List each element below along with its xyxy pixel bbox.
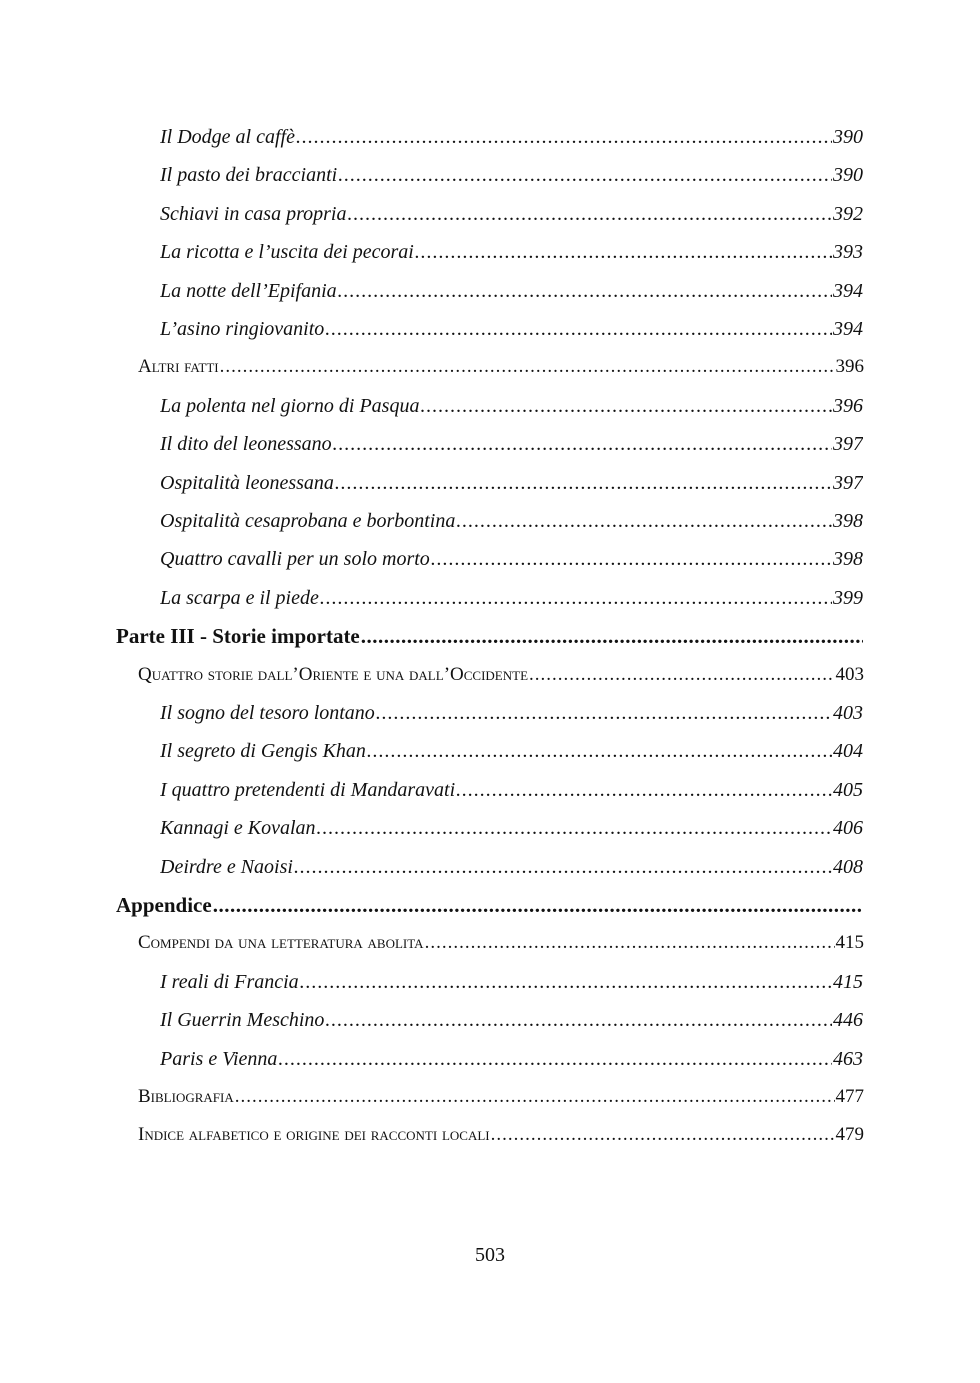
toc-entry-page: 406: [833, 817, 863, 839]
toc-entry-title: Indice alfabetico e origine dei racconti locali: [138, 1124, 490, 1145]
dot-leader: [415, 239, 832, 265]
toc-entry-page: 479: [835, 1124, 864, 1145]
toc-entry-page: 394: [833, 318, 863, 340]
dot-leader: [213, 892, 863, 918]
toc-entry-title: La scarpa e il piede: [160, 587, 319, 609]
toc-entry-title: La ricotta e l’uscita dei pecorai: [160, 241, 414, 263]
toc-entry-title: Il Dodge al caffè: [160, 126, 295, 148]
dot-leader: [296, 124, 832, 150]
dot-leader: [333, 431, 832, 457]
toc-entry-page: 403: [833, 702, 863, 724]
toc-entry-page: 390: [833, 164, 863, 186]
page-number: 503: [475, 1244, 505, 1266]
dot-leader: [529, 662, 834, 688]
toc-entry-page: 408: [833, 856, 863, 878]
toc-entry-story: [160, 1034, 863, 1072]
toc-entry-story: [160, 842, 863, 880]
toc-entry-title: Compendi da una letteratura abolita: [138, 932, 424, 953]
toc-entry-title: Il segreto di Gengis Khan: [160, 740, 366, 762]
dot-leader: [431, 546, 832, 572]
toc-entry-story: [160, 765, 863, 803]
toc-entry-page: 392: [833, 203, 863, 225]
toc-entry-story: [160, 381, 863, 419]
toc-entry-title: I reali di Francia: [160, 971, 299, 993]
toc-entry-page: 446: [833, 1009, 863, 1031]
dot-leader: [425, 930, 835, 956]
toc-entry-page: 390: [833, 126, 863, 148]
dot-leader: [347, 201, 832, 227]
toc-entry-page: 398: [833, 510, 863, 532]
dot-leader: [456, 777, 832, 803]
dot-leader: [456, 508, 832, 534]
toc-entry-title: Quattro storie dall’Oriente e una dall’Occidente: [138, 664, 529, 685]
toc-entry-story: [160, 458, 863, 496]
toc-entry-page: 415: [833, 971, 863, 993]
toc-entry-section: [138, 650, 864, 688]
toc-entry-story: [160, 957, 863, 995]
dot-leader: [300, 969, 832, 995]
toc-entry-page: 404: [833, 740, 863, 762]
dot-leader: [420, 393, 832, 419]
dot-leader: [367, 738, 832, 764]
toc-entry-title: Ospitalità cesaprobana e borbontina: [160, 510, 456, 532]
toc-entry-page: 397: [833, 472, 863, 494]
toc-entry-page: 398: [833, 548, 863, 570]
dot-leader: [235, 1084, 835, 1110]
toc-entry-title: Ospitalità leonessana: [160, 472, 334, 494]
toc-entry-title: Quattro cavalli per un solo morto: [160, 548, 430, 570]
toc-entry-page: 397: [833, 433, 863, 455]
toc-entry-page: 394: [833, 280, 863, 302]
dot-leader: [491, 1122, 835, 1148]
toc-entry-part: [116, 611, 864, 649]
toc-entry-title: Il pasto dei braccianti: [160, 164, 338, 186]
toc-entry-story: [160, 995, 863, 1033]
toc-entry-title: Deirdre e Naoisi: [160, 856, 293, 878]
toc-entry-title: Il sogno del tesoro lontano: [160, 702, 375, 724]
toc-entry-part: [116, 880, 864, 918]
toc-entry-title: La notte dell’Epifania: [160, 280, 337, 302]
dot-leader: [335, 470, 832, 496]
toc-entry-story: [160, 304, 863, 342]
toc-entry-title: Paris e Vienna: [160, 1048, 278, 1070]
toc-entry-title: I quattro pretendenti di Mandaravati: [160, 779, 456, 801]
toc-entry-story: [160, 189, 863, 227]
toc-entry-title: Il Guerrin Meschino: [160, 1009, 325, 1031]
toc-entry-title: Kannagi e Kovalan: [160, 817, 316, 839]
toc-entry-story: [160, 496, 863, 534]
toc-entry-story: [160, 150, 863, 188]
toc-entry-title: Il dito del leonessano: [160, 433, 332, 455]
toc-entry-story: [160, 726, 863, 764]
dot-leader: [325, 1007, 832, 1033]
toc-entry-story: [160, 266, 863, 304]
toc-entry-page: 399: [833, 587, 863, 609]
toc-entry-story: [160, 573, 863, 611]
toc-entry-section: [138, 1072, 864, 1110]
toc-entry-title: Bibliografia: [138, 1086, 234, 1107]
toc-entry-title: Altri fatti: [138, 356, 219, 377]
toc-entry-page: 403: [835, 664, 864, 685]
dot-leader: [338, 162, 832, 188]
toc-entry-section: [138, 1110, 864, 1148]
toc-entry-story: [160, 803, 863, 841]
toc-entry-title: Schiavi in casa propria: [160, 203, 347, 225]
dot-leader: [294, 854, 832, 880]
dot-leader: [220, 354, 835, 380]
toc-entry-title: La polenta nel giorno di Pasqua: [160, 395, 420, 417]
toc-entry-page: 405: [833, 779, 863, 801]
toc-entry-page: 393: [833, 241, 863, 263]
toc-entry-story: [160, 534, 863, 572]
dot-leader: [320, 585, 832, 611]
toc-entry-section: [138, 918, 864, 956]
dot-leader: [317, 815, 832, 841]
toc-entry-title: Parte III - Storie importate: [116, 624, 360, 648]
toc-entry-story: [160, 419, 863, 457]
toc-entry-story: [160, 227, 863, 265]
toc-entry-page: 396: [835, 356, 864, 377]
toc-entry-story: [160, 688, 863, 726]
dot-leader: [325, 316, 832, 342]
toc-entry-section: [138, 342, 864, 380]
toc-entry-page: 463: [833, 1048, 863, 1070]
dot-leader: [278, 1046, 832, 1072]
toc-entry-page: 396: [833, 395, 863, 417]
dot-leader: [361, 623, 863, 649]
toc-entry-story: [160, 112, 863, 150]
toc-entry-title: L’asino ringiovanito: [160, 318, 325, 340]
dot-leader: [376, 700, 832, 726]
toc-entry-page: 415: [835, 932, 864, 953]
dot-leader: [338, 278, 832, 304]
toc-entry-title: Appendice: [116, 893, 212, 917]
toc-entry-page: 477: [835, 1086, 864, 1107]
